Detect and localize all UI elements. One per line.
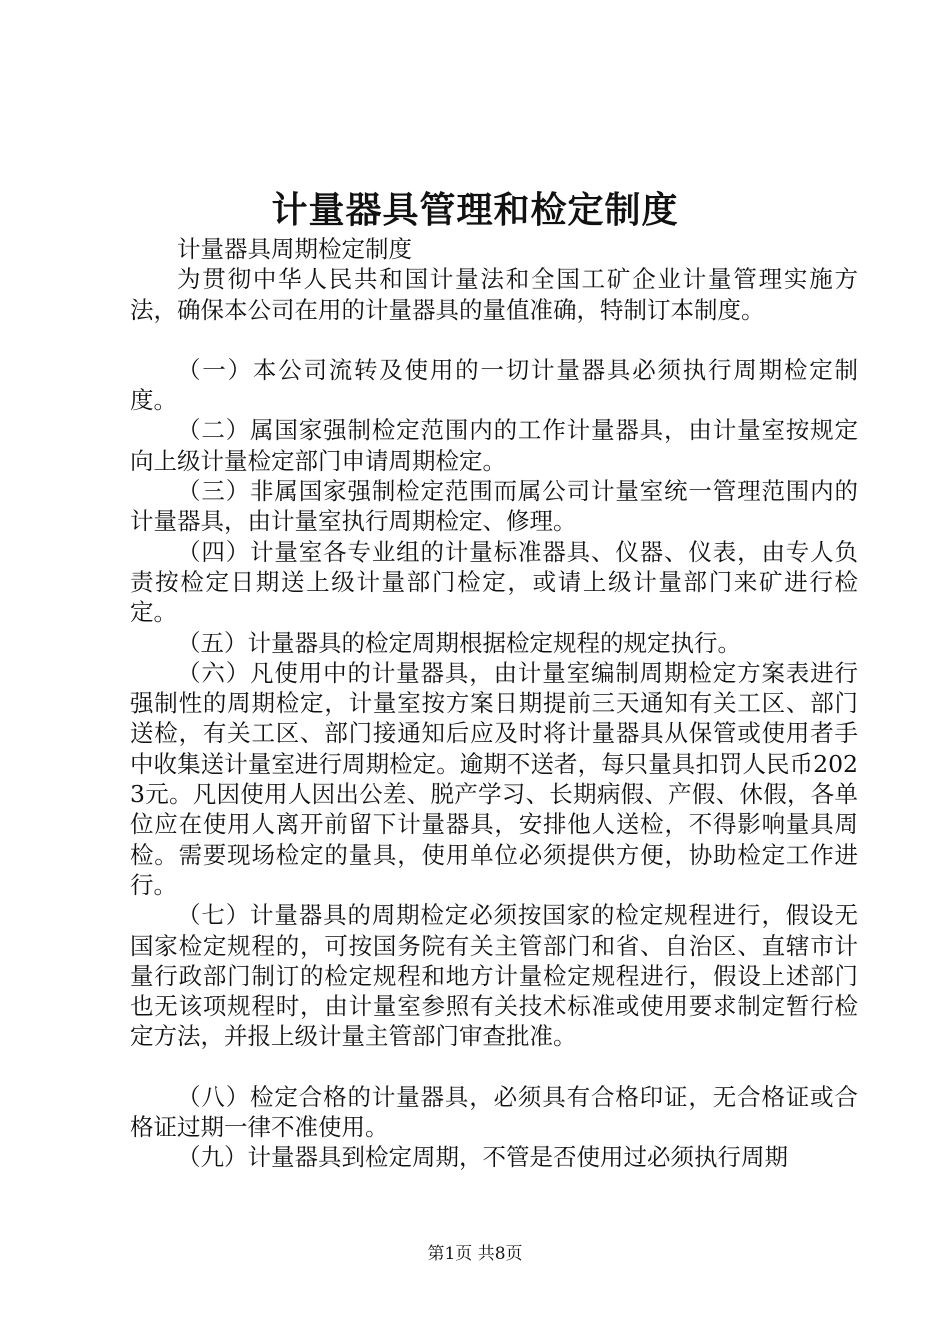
paragraph-item-4: （四）计量室各专业组的计量标准器具、仪器、仪表，由专人负责按检定日期送上级计量部门检定，或请上级计量部门来矿进行检定。 xyxy=(130,537,858,627)
paragraph-item-5: （五）计量器具的检定周期根据检定规程的规定执行。 xyxy=(177,628,741,657)
subtitle-paragraph: 计量器具周期检定制度 xyxy=(177,235,412,263)
document-body xyxy=(130,234,858,1173)
paragraph-item-2: （二）属国家强制检定范围内的工作计量器具，由计量室按规定向上级计量检定部门申请周期检定。 xyxy=(130,416,858,475)
paragraph-item-1: （一）本公司流转及使用的一切计量器具必须执行周期检定制度。 xyxy=(130,355,858,415)
paragraph-item-6: （六）凡使用中的计量器具，由计量室编制周期检定方案表进行强制性的周期检定，计量室按方案日期提前三天通知有关工区、部门送检，有关工区、部门接通知后应及时将计量器具从保管或使用者手中收集送计量室进行周期检定。逾期不送者，每只量具扣罚人民币2023元。凡因使用人因出公差、脱产学习、长期病假、产假、休假，各单位应在使用人离开前留下计量器具，安排他人送检，不得影响量具周检。需要现场检定的量具，使用单位必须提供方便，协助检定工作进行。 xyxy=(130,658,858,899)
paragraph-item-9: （九）计量器具到检定周期，不管是否使用过必须执行周期 xyxy=(177,1143,788,1172)
page-number-footer: 第1页 共8页 xyxy=(427,1244,523,1264)
paragraph-item-7: （七）计量器具的周期检定必须按国家的检定规程进行，假设无国家检定规程的，可按国务院有关主管部门和省、自治区、直辖市计量行政部门制订的检定规程和地方计量检定规程进行，假设上述部门也无该项规程时，由计量室参照有关技术标准或使用要求制定暂行检定方法，并报上级计量主管部门审查批准。 xyxy=(130,901,858,1051)
paragraph-intro: 为贯彻中华人民共和国计量法和全国工矿企业计量管理实施方法，确保本公司在用的计量器具的量值准确，特制订本制度。 xyxy=(130,265,858,324)
paragraph-item-3: （三）非属国家强制检定范围而属公司计量室统一管理范围内的计量器具，由计量室执行周期检定、修理。 xyxy=(130,477,858,536)
document-title: 计量器具管理和检定制度 xyxy=(271,189,679,231)
paragraph-item-8: （八）检定合格的计量器具，必须具有合格印证，无合格证或合格证过期一律不准使用。 xyxy=(130,1082,858,1142)
